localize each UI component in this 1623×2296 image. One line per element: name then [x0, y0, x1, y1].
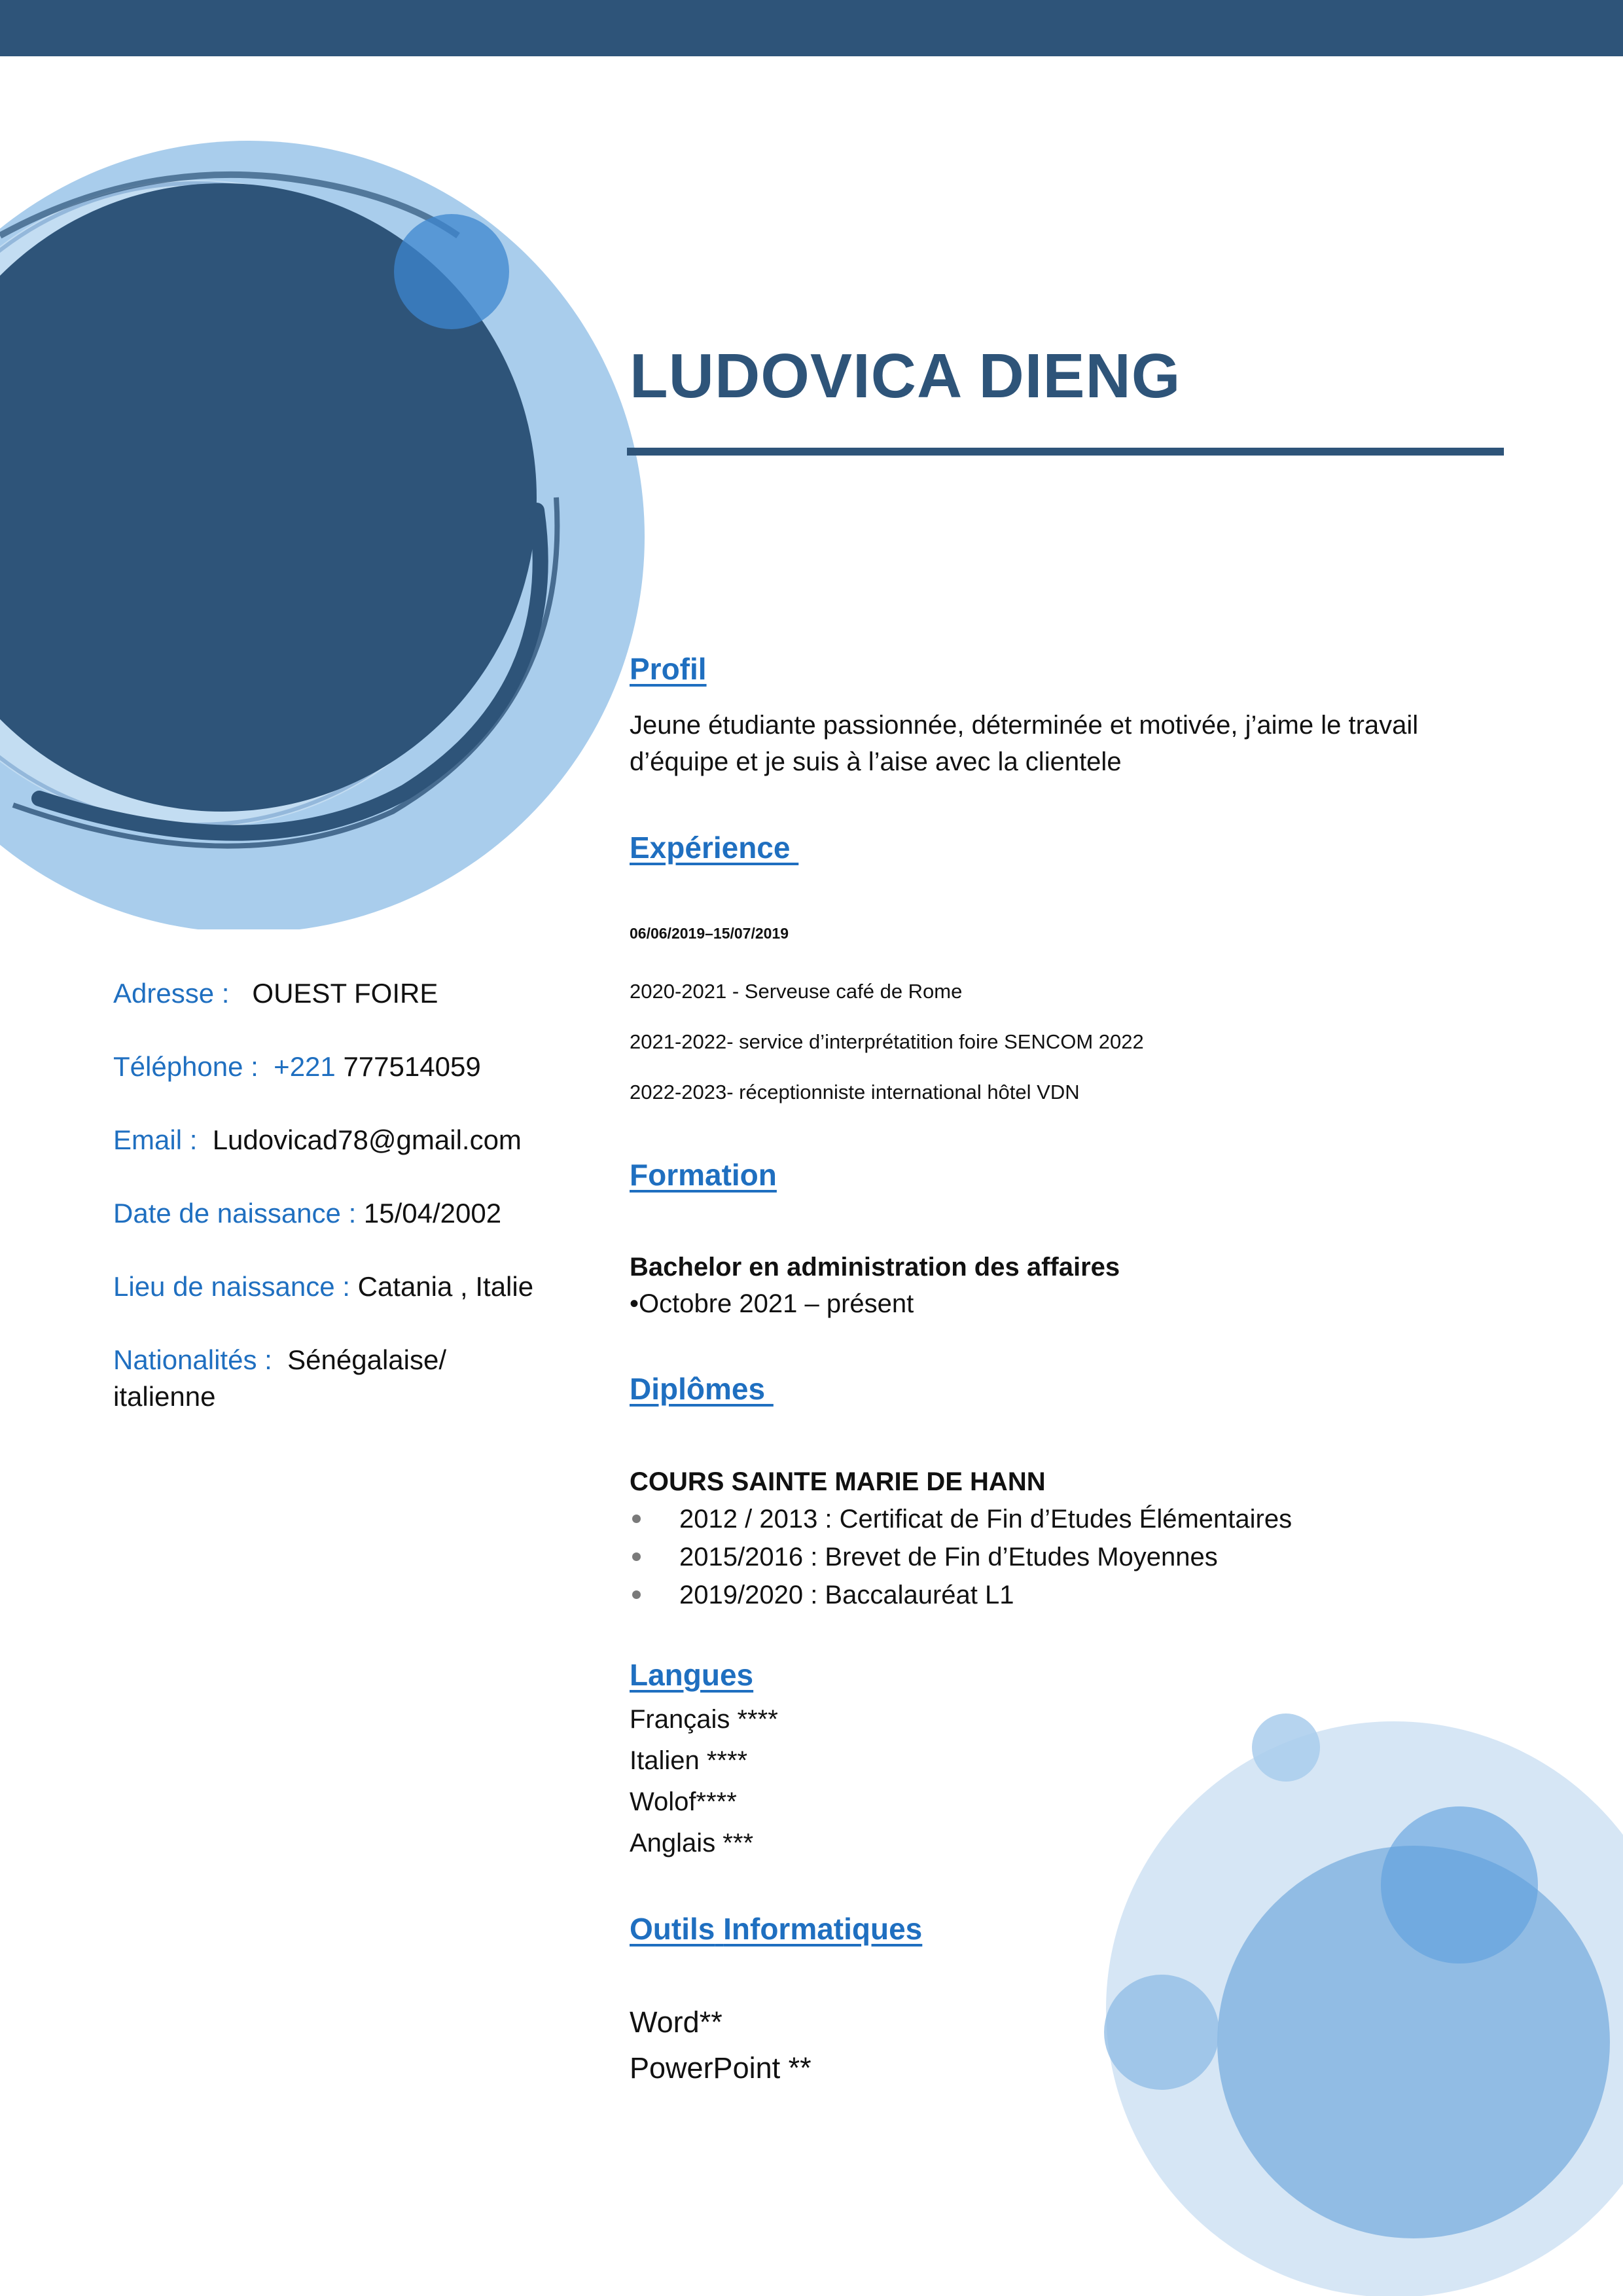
list-item	[630, 1538, 1292, 1576]
language-item: Wolof****	[630, 1787, 737, 1816]
outils-heading	[630, 1911, 922, 1946]
contact-email	[113, 1122, 571, 1158]
experience-item: 2020-2021 - Serveuse café de Rome	[630, 980, 963, 1003]
contact-label: Adresse :	[113, 978, 253, 1009]
decorative-circles-top	[0, 0, 668, 929]
contact-value: Catania , Italie	[357, 1271, 534, 1302]
list-item	[630, 1576, 1292, 1614]
contact-label: Email :	[113, 1124, 213, 1155]
language-item: Français ****	[630, 1705, 778, 1734]
contact-label: Nationalités :	[113, 1344, 288, 1375]
diploma-text: 2015/2016 : Brevet de Fin d’Etudes Moyennes	[679, 1543, 1218, 1571]
diploma-text: 2019/2020 : Baccalauréat L1	[679, 1581, 1014, 1609]
experience-item: 2022-2023- réceptionniste international hôtel VDN	[630, 1081, 1080, 1103]
contact-info	[113, 975, 571, 1452]
contact-nationality	[113, 1342, 480, 1415]
profil-text: Jeune étudiante passionnée, déterminée et motivée, j’aime le travail d’équipe et je suis à l’aise avec la clientele	[630, 711, 1419, 776]
diplomes-entry	[630, 1463, 1292, 1614]
contact-birthplace	[113, 1268, 571, 1305]
formation-period: •Octobre 2021 – présent	[630, 1289, 914, 1318]
decorative-circles-bottom	[1021, 1689, 1623, 2296]
contact-address	[113, 975, 571, 1012]
diplomes-list	[630, 1500, 1292, 1614]
contact-value: Sénégalaise/ italienne	[113, 1344, 446, 1412]
experience-date-range: 06/06/2019–15/07/2019	[630, 925, 789, 942]
tool-item: Word**	[630, 2005, 722, 2039]
list-item	[630, 1500, 1292, 1538]
bullet-icon	[632, 1590, 641, 1599]
contact-label: Téléphone : +221	[113, 1051, 344, 1082]
contact-value: OUEST FOIRE	[252, 978, 438, 1009]
diplomes-heading: Diplômes	[630, 1372, 774, 1406]
outils-heading-part2: Informatiques	[723, 1912, 923, 1946]
experience-heading: Expérience	[630, 831, 799, 865]
experience-item: 2021-2022- service d’interprétatition foire SENCOM 2022	[630, 1030, 1144, 1053]
contact-value: 15/04/2002	[363, 1198, 502, 1229]
bullet-icon	[632, 1552, 641, 1561]
tool-item: PowerPoint **	[630, 2051, 812, 2085]
contact-label: Date de naissance :	[113, 1198, 364, 1229]
contact-value: Ludovicad78@gmail.com	[212, 1124, 522, 1155]
contact-birthdate	[113, 1195, 571, 1232]
language-item: Anglais ***	[630, 1829, 754, 1857]
contact-value: 777514059	[343, 1051, 481, 1082]
langues-heading: Langues	[630, 1658, 754, 1692]
language-item: Italien ****	[630, 1746, 748, 1775]
diploma-text: 2012 / 2013 : Certificat de Fin d’Etudes Élémentaires	[679, 1505, 1293, 1534]
outils-list	[630, 2000, 812, 2091]
contact-phone	[113, 1049, 571, 1085]
profil-heading: Profil	[630, 652, 707, 686]
formation-heading: Formation	[630, 1158, 777, 1192]
diplomes-school: COURS SAINTE MARIE DE HANN	[630, 1467, 1046, 1496]
langues-list	[630, 1699, 778, 1864]
formation-degree: Bachelor en administration des affaires	[630, 1253, 1120, 1282]
name-underline	[627, 448, 1504, 456]
outils-heading-part1: Outils	[630, 1912, 715, 1946]
formation-entry	[630, 1249, 1120, 1322]
candidate-name: LUDOVICA DIENG	[630, 341, 1181, 411]
contact-label: Lieu de naissance :	[113, 1271, 358, 1302]
bullet-icon	[632, 1515, 641, 1523]
